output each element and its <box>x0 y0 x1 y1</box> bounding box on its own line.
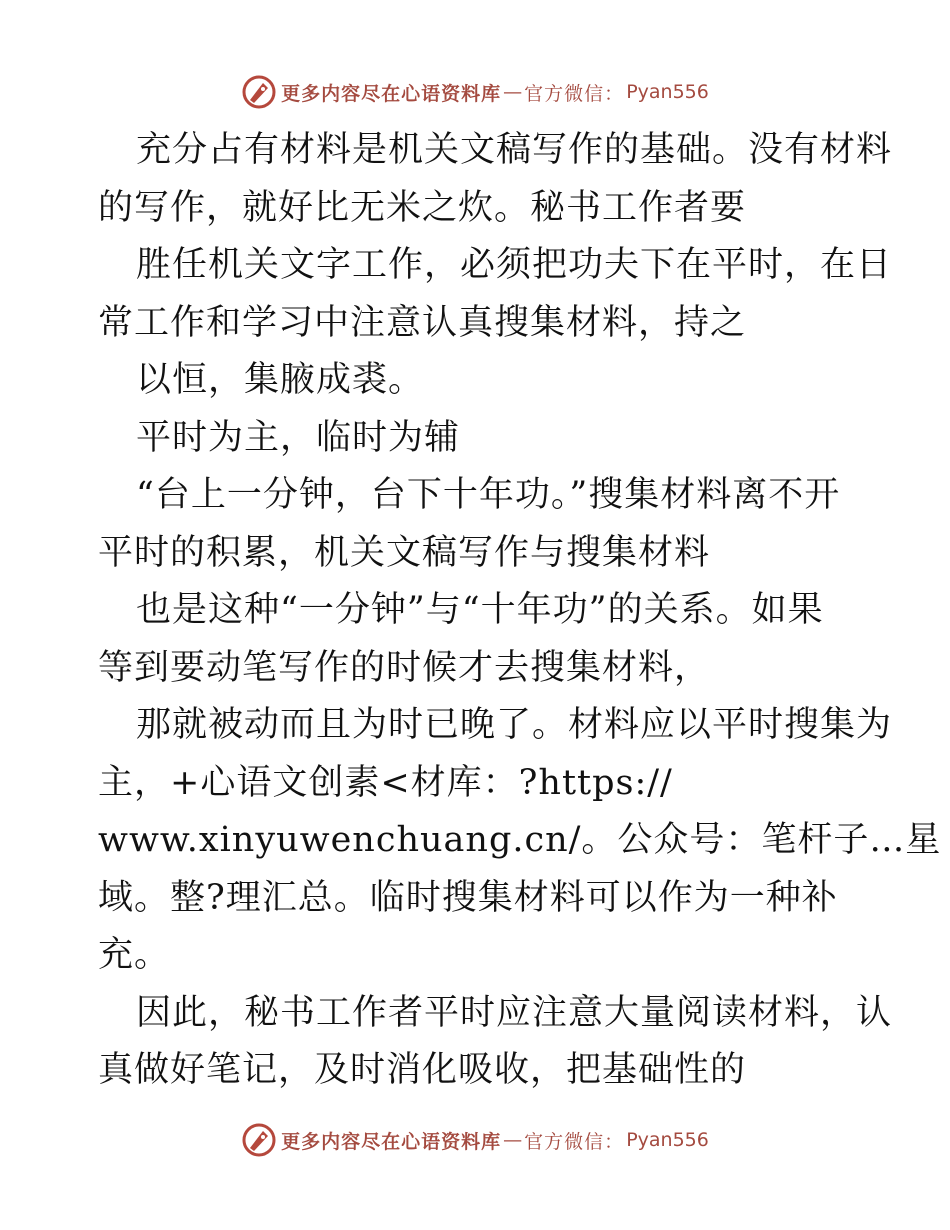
banner-wechat-label: 官方微信： <box>524 82 625 105</box>
text-line: 那就被动而且为时已晚了。材料应以平时搜集为 <box>136 705 893 745</box>
text-line: 等到要动笔写作的时候才去搜集材料， <box>98 647 711 688</box>
text-line: 主，+心语文创素<材库：?https:// <box>98 762 673 803</box>
header-banner <box>0 72 950 112</box>
text-line: 也是这种“一分钟”与“十年功”的关系。如果 <box>136 590 824 630</box>
text-line: 常工作和学习中注意认真搜集材料，持之 <box>98 302 747 343</box>
text-line: “台上一分钟，台下十年功。”搜集材料离不开 <box>136 475 841 515</box>
banner-dash: — <box>503 81 523 103</box>
banner-wechat-id: Pyan556 <box>626 81 709 103</box>
text-line: 胜任机关文字工作，必须把功夫下在平时，在日 <box>136 245 893 285</box>
text-line: 平时的积累，机关文稿写作与搜集材料 <box>98 532 711 573</box>
banner-title: 更多内容尽在心语资料库 <box>281 1130 502 1153</box>
text-line: 以恒，集腋成裘。 <box>136 360 425 400</box>
text-line: www.xinyuwenchuang.cn/。公众号：笔杆子…星 <box>98 820 942 860</box>
pen-nib-seal-icon <box>241 1122 277 1158</box>
section-heading: 平时为主，临时为辅 <box>136 417 461 458</box>
pen-nib-seal-icon <box>241 74 277 110</box>
banner-wechat-label: 官方微信： <box>524 1130 625 1153</box>
banner-dash: — <box>503 1129 523 1151</box>
text-line: 的写作，就好比无米之炊。秘书工作者要 <box>98 187 747 228</box>
banner-wechat-id: Pyan556 <box>626 1129 709 1151</box>
text-line: 充。 <box>98 935 171 975</box>
text-line: 充分占有材料是机关文稿写作的基础。没有材料 <box>136 130 893 170</box>
body-text <box>98 122 942 1100</box>
banner-title: 更多内容尽在心语资料库 <box>281 82 502 105</box>
text-line: 域。整?理汇总。临时搜集材料可以作为一种补 <box>98 877 838 918</box>
footer-banner <box>0 1120 950 1160</box>
text-line: 真做好笔记，及时消化吸收，把基础性的 <box>98 1050 747 1090</box>
text-line: 因此，秘书工作者平时应注意大量阅读材料，认 <box>136 992 893 1033</box>
